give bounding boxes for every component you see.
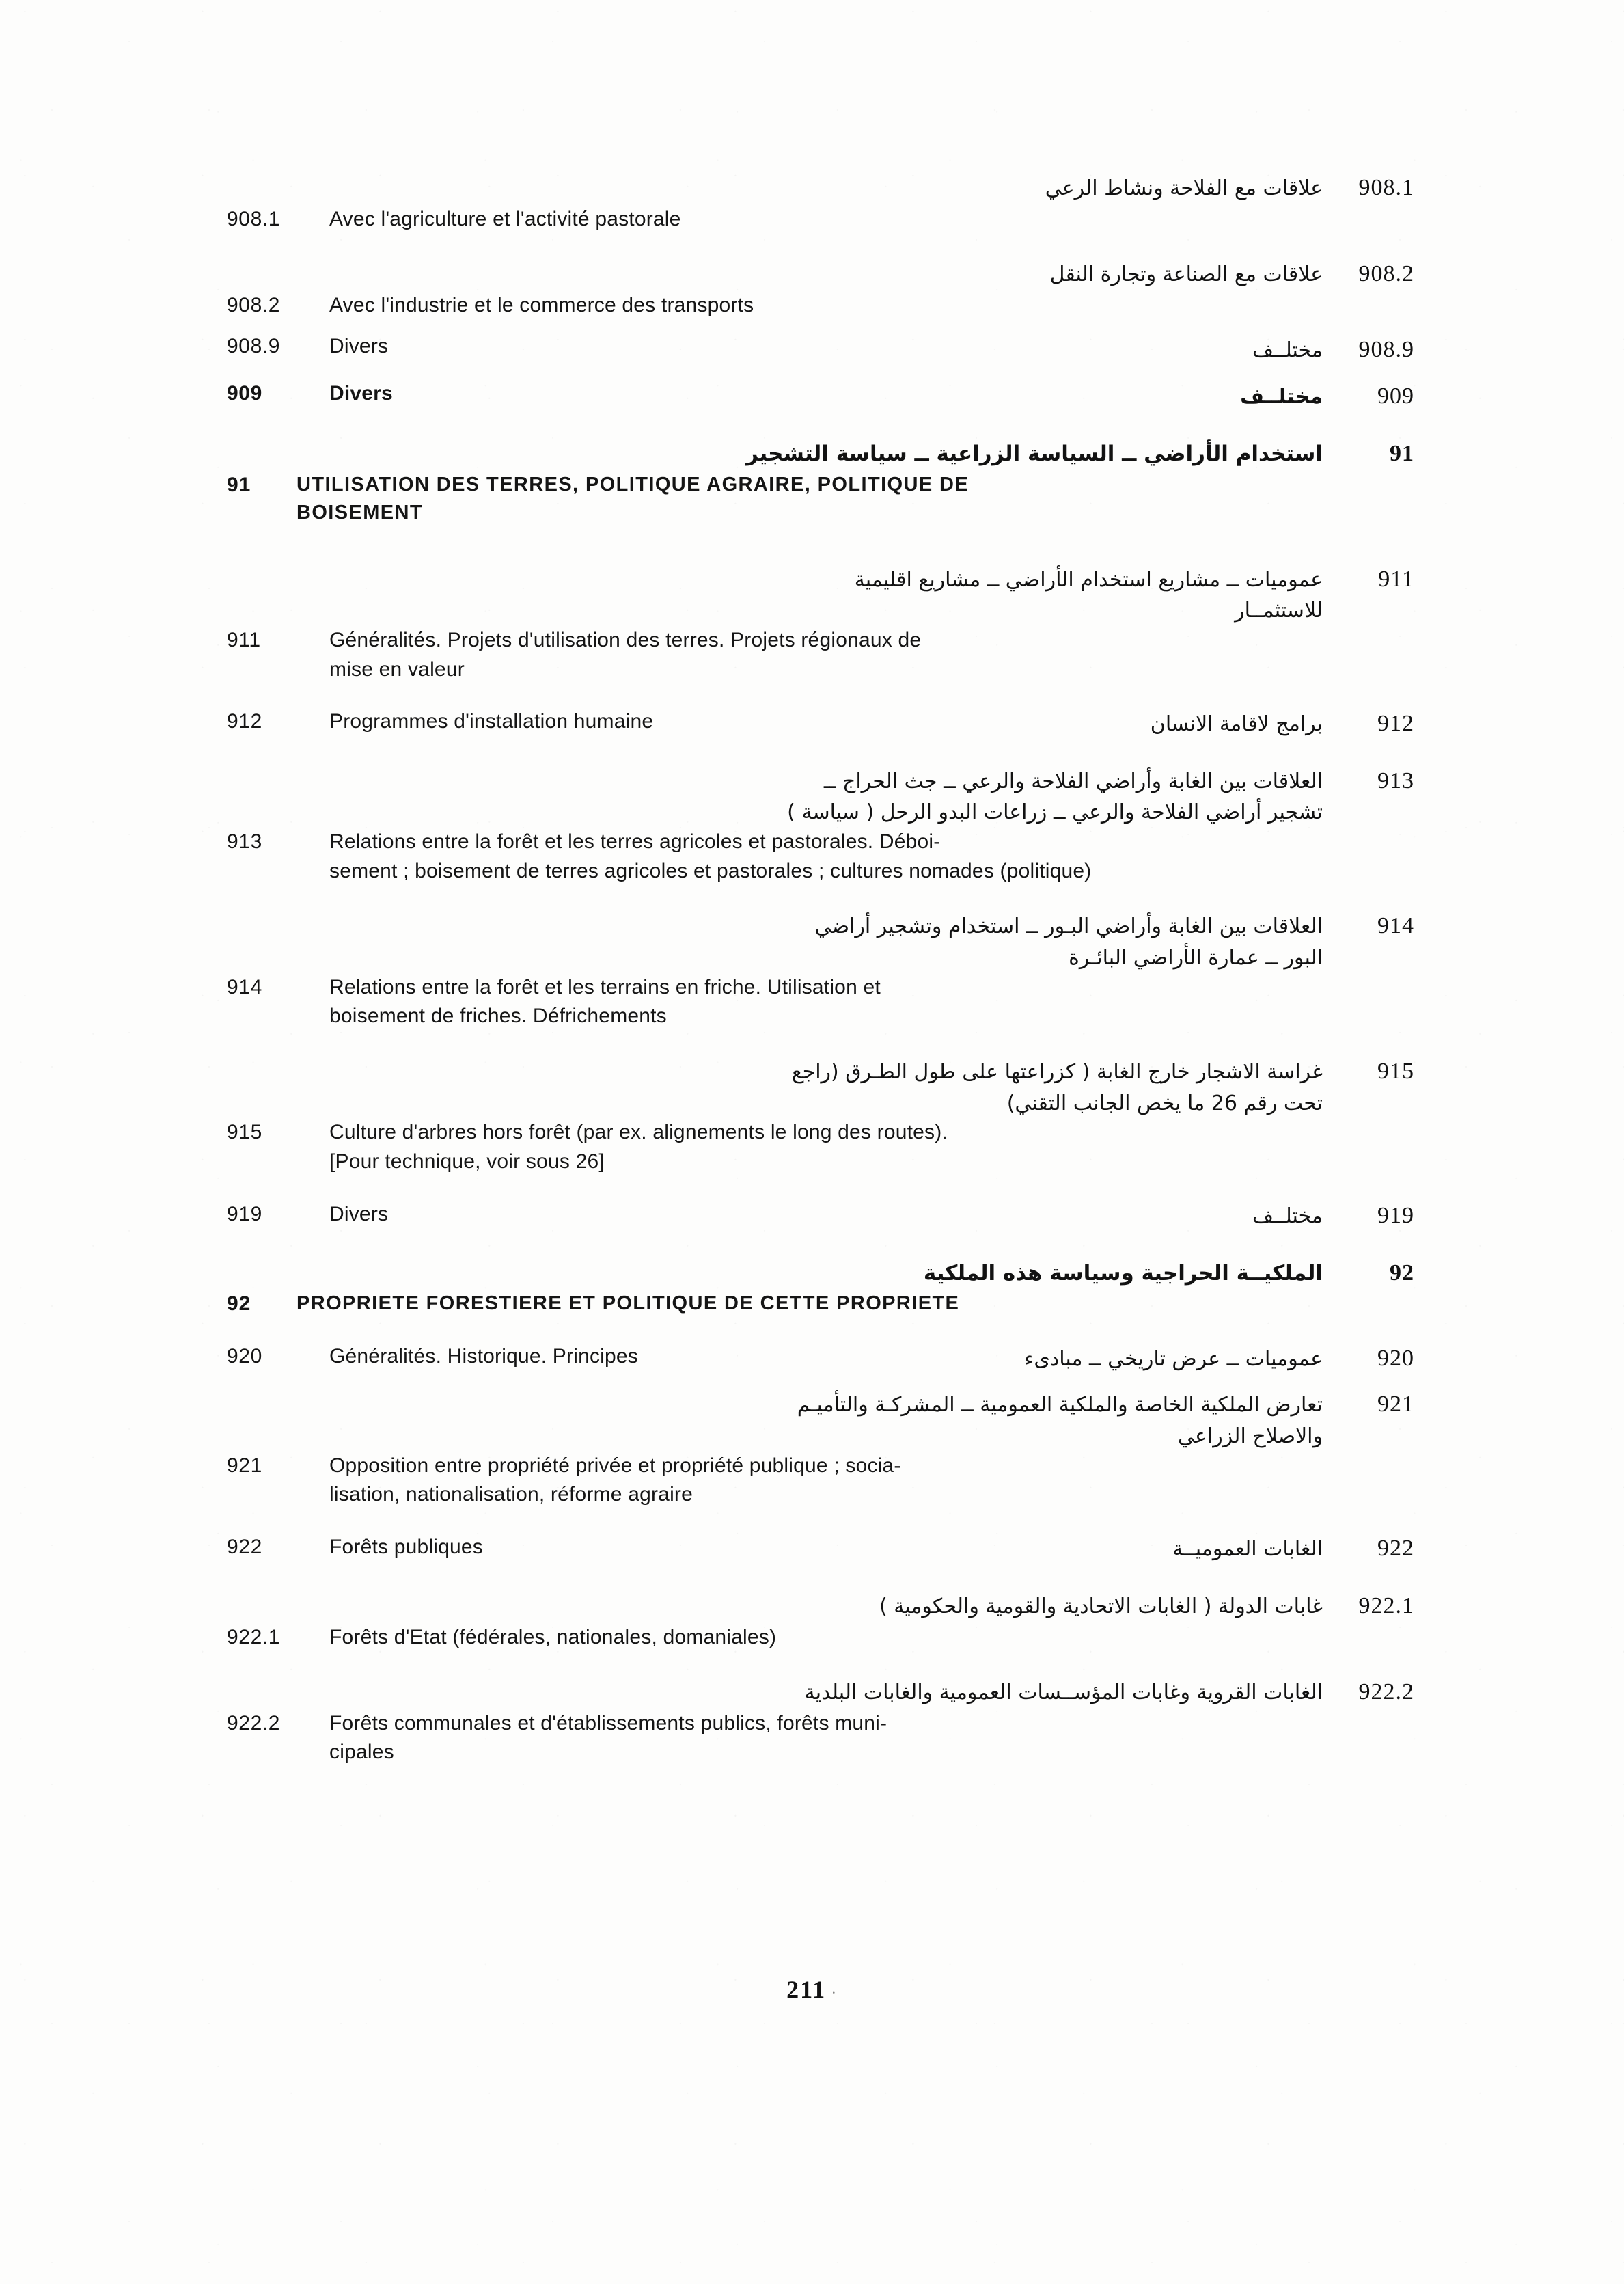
entry-number-arabic: 921: [1377, 1391, 1414, 1417]
arabic-line: [225, 1387, 1414, 1451]
entry-text-french: Divers: [329, 1202, 389, 1225]
entry-number-arabic: 922.1: [1358, 1592, 1414, 1618]
index-entry-908-1: [225, 171, 1414, 234]
spacer: [225, 1375, 1414, 1387]
index-entry-922: [225, 1533, 1414, 1566]
entry-text-french-line2: [Pour technique, voir sous 26]: [329, 1150, 605, 1173]
arabic-line: [225, 562, 1414, 626]
entry-number-arabic: 919: [1377, 1203, 1414, 1229]
entry-number-french: 922: [227, 1535, 262, 1558]
entry-text-french-line2: lisation, nationalisation, réforme agraire: [329, 1483, 693, 1506]
french-line: [225, 1623, 1414, 1653]
french-line: [225, 1709, 1414, 1767]
entry-number-french: 914: [227, 975, 262, 998]
entry-text-french: [329, 1118, 1136, 1176]
french-line: [225, 471, 1414, 527]
spacer: [225, 1652, 1414, 1675]
index-entry-914: [225, 909, 1414, 1031]
entry-number-french: 922.2: [227, 1711, 281, 1735]
entry-text-french: Généralités. Historique. Principes: [329, 1344, 638, 1368]
spacer: [225, 1233, 1414, 1256]
arabic-line: [225, 764, 1414, 828]
index-entry-922-2: [225, 1675, 1414, 1767]
spacer: [225, 367, 1414, 379]
entry-text-french: Avec l'industrie et le commerce des transports: [329, 293, 754, 316]
spacer: [225, 684, 1414, 707]
entry-number-arabic: 914: [1377, 913, 1414, 939]
entry-number-french: 911: [227, 629, 261, 652]
entry-text-arabic-line2: البور ــ عمارة الأراضي البائـرة: [1069, 945, 1323, 970]
entry-text-arabic: علاقات مع الفلاحة ونشاط الرعي: [1045, 176, 1323, 200]
french-line: [225, 973, 1414, 1031]
entry-text-arabic-line2: تحت رقم 26 ما يخص الجانب التقني): [1006, 1091, 1323, 1115]
entry-text-arabic: غابات الدولة ( الغابات الاتحادية والقومية والحكومية ): [879, 1594, 1323, 1618]
index-section-heading-91: [225, 437, 1414, 527]
page-folio: [0, 1975, 1624, 2004]
spacer: [225, 413, 1414, 437]
index-entry-919: [225, 1200, 1414, 1233]
entry-text-arabic: غراسة الاشجار خارج الغابة ( كزراعتها على طول الطـرق (راجع: [791, 1059, 1323, 1084]
entry-text-french-line1: Relations entre la forêt et les terrains en friche. Utilisation et: [329, 975, 881, 998]
entry-text-french-line1: Relations entre la forêt et les terres agricoles et pastorales. Déboi-: [329, 830, 941, 854]
arabic-line: [225, 1675, 1414, 1709]
entry-text-arabic-line2: تشجير أراضي الفلاحة والرعي ــ زراعات البدو الرحل ( سياسة ): [787, 800, 1323, 825]
index-entry-921: [225, 1387, 1414, 1510]
entry-number-arabic: 913: [1377, 767, 1414, 793]
entry-text-french: Forêts d'Etat (fédérales, nationales, domaniales): [329, 1625, 777, 1648]
entry-number-arabic: 922: [1377, 1536, 1414, 1562]
index-entry-908-9: [225, 332, 1414, 366]
french-line: [225, 205, 1414, 234]
page-number: 211: [786, 1976, 827, 2003]
index-entry-911: [225, 562, 1414, 685]
index-entry-list: [225, 171, 1414, 1767]
entry-text-french: [329, 1452, 1136, 1510]
arabic-line: [225, 437, 1414, 471]
index-entry-912: [225, 707, 1414, 740]
entry-text-french: Avec l'agriculture et l'activité pastorale: [329, 207, 681, 230]
arabic-line: [225, 1055, 1414, 1118]
entry-number-french: 922.1: [227, 1625, 281, 1648]
entry-number-french: 909: [227, 381, 262, 405]
entry-text-french: [329, 626, 1136, 684]
arabic-line: [225, 257, 1414, 291]
spacer: [225, 234, 1414, 257]
entry-number-french: 908.2: [227, 293, 281, 316]
entry-text-french-line2: mise en valeur: [329, 657, 465, 681]
entry-number-arabic: 915: [1377, 1058, 1414, 1084]
entry-text-french-line1: UTILISATION DES TERRES, POLITIQUE AGRAIRE, POLITIQUE DE: [297, 473, 969, 495]
french-line: [225, 291, 1414, 321]
spacer: [225, 1177, 1414, 1200]
entry-number-french: 915: [227, 1121, 262, 1144]
entry-text-french: Divers: [329, 335, 389, 358]
spacer: [225, 741, 1414, 764]
entry-number-french: 913: [227, 830, 262, 854]
entry-text-arabic: علاقات مع الصناعة وتجارة النقل: [1049, 262, 1323, 287]
entry-number-french: 908.1: [227, 207, 281, 230]
entry-text-french: Programmes d'installation humaine: [329, 710, 654, 733]
french-line: [225, 1118, 1414, 1176]
entry-text-french-line1: Culture d'arbres hors forêt (par ex. alignements le long des routes).: [329, 1121, 948, 1144]
entry-number-arabic: 912: [1377, 711, 1414, 737]
entry-number-arabic: 908.1: [1358, 175, 1414, 200]
spacer: [225, 886, 1414, 909]
entry-text-arabic: الملكيــة الحراجية وسياسة هذه الملكية: [923, 1260, 1323, 1286]
entry-number-french: 91: [227, 473, 251, 496]
entry-text-arabic: استخدام الأراضي ــ السياسة الزراعية ــ سياسة التشجير: [746, 441, 1323, 466]
arabic-line: [225, 1589, 1414, 1623]
index-entry-922-1: [225, 1589, 1414, 1652]
entry-text-arabic: الغابات العموميــة: [1172, 1537, 1323, 1562]
entry-text-arabic: مختلــف: [1240, 385, 1323, 409]
entry-text-arabic: عموميات ــ عرض تاريخي ــ مبادىء: [1024, 1346, 1323, 1371]
index-entry-915: [225, 1055, 1414, 1177]
entry-text-french-line1: Généralités. Projets d'utilisation des terres. Projets régionaux de: [329, 629, 922, 652]
entry-text-french: [329, 828, 1136, 886]
entry-text-french-line2: BOISEMENT: [297, 501, 423, 524]
entry-number-french: 912: [227, 710, 262, 733]
entry-text-french-line2: boisement de friches. Défrichements: [329, 1005, 667, 1028]
index-section-heading-92: [225, 1256, 1414, 1319]
entry-text-arabic-line2: والاصلاح الزراعي: [1178, 1424, 1323, 1448]
spacer: [225, 1510, 1414, 1533]
entry-text-arabic: الغابات القروية وغابات المؤســسات العمومية والغابات البلدية: [804, 1681, 1323, 1705]
entry-number-french: 920: [227, 1344, 262, 1368]
entry-text-french: Divers: [329, 381, 393, 405]
index-entry-920: [225, 1342, 1414, 1375]
entry-number-french: 92: [227, 1292, 251, 1316]
entry-number-arabic: 91: [1390, 440, 1414, 466]
index-entry-908-2: [225, 257, 1414, 320]
french-line: [225, 828, 1414, 886]
french-line: [225, 1290, 1414, 1319]
spacer: [225, 1566, 1414, 1589]
entry-number-arabic: 911: [1378, 566, 1414, 592]
entry-text-french: [329, 1709, 1136, 1767]
french-line: [225, 626, 1414, 684]
entry-text-french: [297, 471, 1103, 527]
spacer: [225, 320, 1414, 332]
entry-text-french: PROPRIETE FORESTIERE ET POLITIQUE DE CETTE PROPRIETE: [297, 1292, 960, 1315]
entry-text-arabic-line2: للاستثمــار: [1235, 599, 1323, 623]
entry-number-arabic: 908.2: [1358, 261, 1414, 287]
entry-text-french-line2: sement ; boisement de terres agricoles et pastorales ; cultures nomades (politique): [329, 859, 1092, 882]
entry-text-arabic: عموميات ــ مشاريع استخدام الأراضي ــ مشاريع اقليمية: [854, 567, 1323, 592]
entry-number-arabic: 92: [1390, 1260, 1414, 1286]
entry-number-arabic: 908.9: [1358, 337, 1414, 363]
spacer: [225, 527, 1414, 562]
index-entry-909: [225, 379, 1414, 413]
entry-text-arabic: مختلــف: [1252, 338, 1323, 363]
entry-number-french: 908.9: [227, 335, 281, 358]
entry-number-french: 919: [227, 1202, 262, 1225]
entry-text-arabic: العلاقات بين الغابة وأراضي البـور ــ استخدام وتشجير أراضي: [814, 914, 1323, 939]
entry-number-arabic: 920: [1377, 1345, 1414, 1371]
entry-text-arabic: برامج لاقامة الانسان: [1150, 712, 1323, 737]
entry-text-arabic: مختلــف: [1252, 1204, 1323, 1229]
entry-number-french: 921: [227, 1454, 262, 1477]
arabic-line: [225, 171, 1414, 205]
entry-text-french-line2: cipales: [329, 1741, 394, 1764]
entry-number-arabic: 909: [1377, 383, 1414, 409]
arabic-line: [225, 909, 1414, 973]
arabic-line: [225, 1256, 1414, 1290]
entry-number-arabic: 922.2: [1358, 1679, 1414, 1705]
entry-text-french-line1: Opposition entre propriété privée et propriété publique ; socia-: [329, 1454, 901, 1477]
folio-ornament: ·: [826, 1984, 838, 2001]
entry-text-arabic: العلاقات بين الغابة وأراضي الفلاحة والرعي ــ جث الحراج ــ: [823, 769, 1323, 793]
entry-text-arabic: تعارض الملكية الخاصة والملكية العمومية ــ المشركـة والتأميـم: [797, 1393, 1323, 1417]
entry-text-french: Forêts publiques: [329, 1535, 483, 1558]
spacer: [225, 1031, 1414, 1055]
french-line: [225, 1452, 1414, 1510]
entry-text-french-line1: Forêts communales et d'établissements publics, forêts muni-: [329, 1711, 887, 1735]
entry-text-french: [329, 973, 1136, 1031]
index-entry-913: [225, 764, 1414, 886]
spacer: [225, 1319, 1414, 1342]
